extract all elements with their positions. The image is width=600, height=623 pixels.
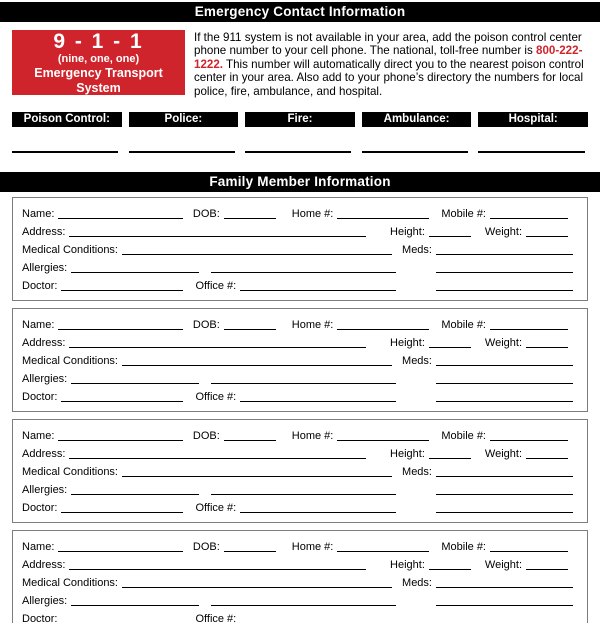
fire-label-box: Fire:	[245, 112, 355, 127]
weight-label: Weight:	[484, 559, 522, 572]
contact-column-hospital	[478, 112, 588, 153]
doctor-row	[22, 609, 578, 623]
height-label: Height:	[390, 337, 425, 350]
meds-label: Meds:	[402, 577, 432, 590]
office-phone-label: Office #:	[195, 280, 237, 293]
office-phone-field-line	[240, 290, 396, 291]
address-label: Address:	[22, 226, 66, 239]
medical-conditions-label: Medical Conditions:	[22, 466, 118, 479]
medical-conditions-row	[22, 573, 578, 591]
family-member-block	[12, 530, 588, 623]
emergency-numbers-row	[12, 112, 588, 153]
address-field-line	[69, 347, 366, 348]
address-field-line	[69, 458, 366, 459]
address-label: Address:	[22, 559, 66, 572]
home-phone-label: Home #:	[291, 319, 334, 332]
weight-label: Weight:	[484, 226, 522, 239]
name-label: Name:	[22, 319, 55, 332]
allergies-label: Allergies:	[22, 484, 68, 497]
allergies-row	[22, 591, 578, 609]
doctor-field-line	[61, 512, 183, 513]
allergies-field-line	[71, 383, 199, 384]
weight-field-line	[526, 569, 568, 570]
home-phone-field-line	[337, 218, 429, 219]
name-field-line	[58, 218, 182, 219]
contact-column-police	[129, 112, 239, 153]
dob-field-line	[224, 218, 276, 219]
height-field-line	[429, 347, 471, 348]
address-label: Address:	[22, 337, 66, 350]
office-phone-field-line	[240, 401, 396, 402]
doctor-field-line	[61, 401, 183, 402]
police-label-box: Police:	[129, 112, 239, 127]
height-label: Height:	[390, 448, 425, 461]
doctor-label: Doctor:	[22, 280, 58, 293]
meds-continuation-line-1	[436, 605, 573, 606]
family-blocks	[12, 197, 588, 623]
allergies-row	[22, 258, 578, 276]
police-write-line	[129, 151, 235, 153]
dob-label: DOB:	[192, 541, 220, 554]
dob-label: DOB:	[192, 430, 220, 443]
doctor-row	[22, 387, 578, 405]
instructions-after: This number will automatically direct you to the nearest poison control center in your area. Also add to your phone’s directory the numbers for local police, fire, ambulance, and hospital.	[194, 57, 584, 98]
address-field-line	[69, 236, 366, 237]
mobile-phone-label: Mobile #:	[441, 430, 486, 443]
medical-conditions-row	[22, 462, 578, 480]
contact-column-fire	[245, 112, 355, 153]
height-field-line	[429, 569, 471, 570]
contact-column-poison-control	[12, 112, 122, 153]
name-dob-row	[22, 426, 578, 444]
home-phone-label: Home #:	[291, 541, 334, 554]
meds-label: Meds:	[402, 244, 432, 257]
fire-write-line	[245, 151, 351, 153]
instructions-before: If the 911 system is not available in your area, add the poison control center phone number to your cell phone. The national, toll-free number is	[194, 31, 582, 58]
dob-label: DOB:	[192, 319, 220, 332]
home-phone-field-line	[337, 440, 429, 441]
allergies-extra-line	[211, 272, 396, 273]
medical-conditions-field-line	[122, 587, 392, 588]
name-field-line	[58, 551, 182, 552]
mobile-phone-label: Mobile #:	[441, 319, 486, 332]
instructions-text	[194, 30, 592, 98]
address-row	[22, 222, 578, 240]
medical-conditions-label: Medical Conditions:	[22, 577, 118, 590]
doctor-field-line	[61, 290, 183, 291]
allergies-row	[22, 369, 578, 387]
address-row	[22, 333, 578, 351]
allergies-row	[22, 480, 578, 498]
medical-conditions-field-line	[122, 476, 392, 477]
height-label: Height:	[390, 559, 425, 572]
home-phone-label: Home #:	[291, 208, 334, 221]
medical-conditions-label: Medical Conditions:	[22, 355, 118, 368]
911-system-name: Emergency Transport System	[34, 65, 163, 95]
family-section-header	[0, 172, 600, 192]
meds-label: Meds:	[402, 466, 432, 479]
meds-field-line	[436, 365, 573, 366]
allergies-field-line	[71, 494, 199, 495]
medical-conditions-field-line	[122, 365, 392, 366]
meds-field-line	[436, 587, 573, 588]
family-member-block	[12, 308, 588, 412]
weight-label: Weight:	[484, 337, 522, 350]
allergies-label: Allergies:	[22, 262, 68, 275]
emergency-contact-header	[0, 2, 600, 22]
allergies-field-line	[71, 272, 199, 273]
meds-field-line	[436, 476, 573, 477]
allergies-extra-line	[211, 383, 396, 384]
911-number: 9 - 1 - 1	[53, 29, 144, 53]
name-dob-row	[22, 204, 578, 222]
office-phone-field-line	[240, 512, 396, 513]
mobile-phone-field-line	[490, 551, 568, 552]
meds-label: Meds:	[402, 355, 432, 368]
hospital-write-line	[478, 151, 584, 153]
office-phone-label: Office #:	[195, 502, 237, 515]
meds-continuation-line-1	[436, 494, 573, 495]
family-member-block	[12, 419, 588, 523]
allergies-field-line	[71, 605, 199, 606]
medical-conditions-row	[22, 240, 578, 258]
mobile-phone-label: Mobile #:	[441, 541, 486, 554]
name-label: Name:	[22, 541, 55, 554]
dob-label: DOB:	[192, 208, 220, 221]
family-member-block	[12, 197, 588, 301]
mobile-phone-label: Mobile #:	[441, 208, 486, 221]
weight-field-line	[526, 236, 568, 237]
ambulance-write-line	[362, 151, 468, 153]
meds-continuation-line-2	[436, 512, 573, 513]
ambulance-label-box: Ambulance:	[362, 112, 472, 127]
name-field-line	[58, 440, 182, 441]
weight-label: Weight:	[484, 448, 522, 461]
dob-field-line	[224, 329, 276, 330]
allergies-extra-line	[211, 494, 396, 495]
doctor-label: Doctor:	[22, 502, 58, 515]
doctor-label: Doctor:	[22, 391, 58, 404]
doctor-row	[22, 498, 578, 516]
mobile-phone-field-line	[490, 329, 568, 330]
meds-continuation-line-2	[436, 290, 573, 291]
name-label: Name:	[22, 430, 55, 443]
home-phone-field-line	[337, 551, 429, 552]
medical-conditions-label: Medical Conditions:	[22, 244, 118, 257]
hospital-label-box: Hospital:	[478, 112, 588, 127]
mobile-phone-field-line	[490, 440, 568, 441]
contact-column-ambulance	[362, 112, 472, 153]
allergies-label: Allergies:	[22, 595, 68, 608]
allergies-extra-line	[211, 605, 396, 606]
address-label: Address:	[22, 448, 66, 461]
allergies-label: Allergies:	[22, 373, 68, 386]
home-phone-field-line	[337, 329, 429, 330]
911-box	[12, 30, 185, 95]
name-dob-row	[22, 315, 578, 333]
office-phone-label: Office #:	[195, 391, 237, 404]
dob-field-line	[224, 551, 276, 552]
address-row	[22, 555, 578, 573]
weight-field-line	[526, 347, 568, 348]
doctor-label: Doctor:	[22, 613, 58, 623]
dob-field-line	[224, 440, 276, 441]
medical-conditions-row	[22, 351, 578, 369]
poison-control-phone-number: 800-222-1222.	[194, 44, 583, 71]
911-phonetic: (nine, one, one)	[57, 52, 140, 65]
poison-control-label-box: Poison Control:	[12, 112, 122, 127]
height-label: Height:	[390, 226, 425, 239]
address-row	[22, 444, 578, 462]
medical-conditions-field-line	[122, 254, 392, 255]
home-phone-label: Home #:	[291, 430, 334, 443]
family-section-title: Family Member Information	[209, 174, 391, 190]
emergency-contact-title: Emergency Contact Information	[194, 4, 406, 19]
height-field-line	[429, 458, 471, 459]
meds-field-line	[436, 254, 573, 255]
address-field-line	[69, 569, 366, 570]
weight-field-line	[526, 458, 568, 459]
doctor-row	[22, 276, 578, 294]
name-field-line	[58, 329, 182, 330]
mobile-phone-field-line	[490, 218, 568, 219]
meds-continuation-line-1	[436, 272, 573, 273]
office-phone-label: Office #:	[195, 613, 237, 623]
name-dob-row	[22, 537, 578, 555]
height-field-line	[429, 236, 471, 237]
meds-continuation-line-1	[436, 383, 573, 384]
name-label: Name:	[22, 208, 55, 221]
911-section	[12, 30, 592, 98]
meds-continuation-line-2	[436, 401, 573, 402]
poison-control-write-line	[12, 151, 118, 153]
